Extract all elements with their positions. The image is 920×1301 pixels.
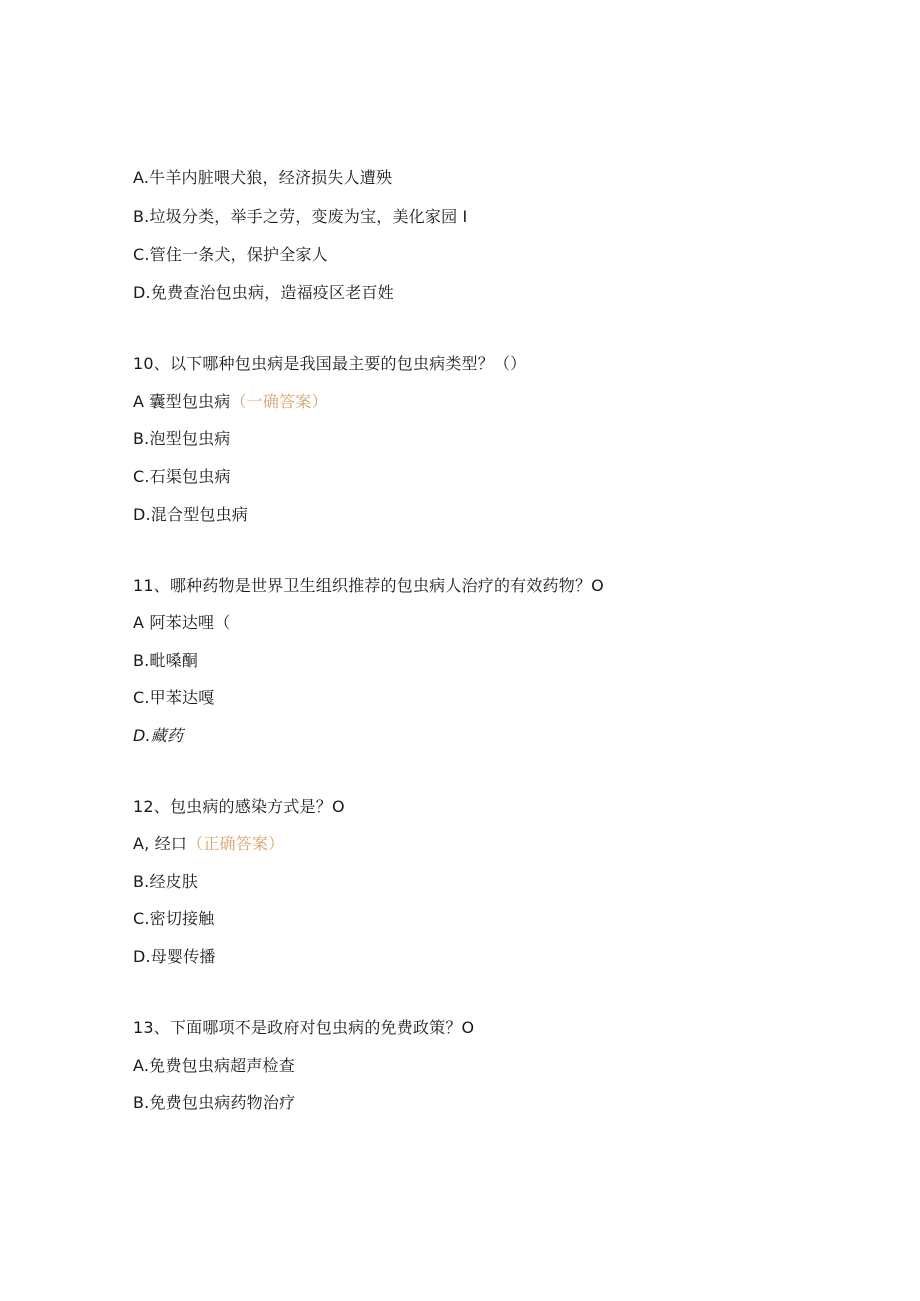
q10-option-c: C.石渠包虫病 xyxy=(133,467,231,486)
q12-option-a xyxy=(133,834,284,854)
q10-answer-marker: （一确答案） xyxy=(230,392,328,411)
q10-option-a-text: A 囊型包虫病 xyxy=(133,392,231,411)
q12-answer-marker: （正确答案） xyxy=(187,834,285,853)
q12-question: 12、包虫病的感染方式是？O xyxy=(133,797,345,816)
q10-option-b: B.泡型包虫病 xyxy=(133,429,231,448)
q12-option-d: D.母婴传播 xyxy=(133,947,216,966)
q11-option-b: B.毗嗓酮 xyxy=(133,651,199,670)
q11-option-a: A 阿苯达哩（ xyxy=(133,613,231,632)
q13-question: 13、下面哪项不是政府对包虫病的免费政策？O xyxy=(133,1018,475,1037)
q11-option-c: C.甲苯达嘎 xyxy=(133,688,215,707)
q13-option-a: A.免费包虫病超声检查 xyxy=(133,1056,295,1075)
q9-option-b: B.垃圾分类，举手之劳，变废为宝，美化家园 I xyxy=(133,207,468,226)
q13-option-b: B.免费包虫病药物治疗 xyxy=(133,1093,296,1112)
q12-option-b: B.经皮肤 xyxy=(133,872,199,891)
q12-option-c: C.密切接触 xyxy=(133,909,215,928)
q10-question: 10、以下哪种包虫病是我国最主要的包虫病类型？（） xyxy=(133,354,527,373)
q10-option-d: D.混合型包虫病 xyxy=(133,505,249,524)
q11-option-d: D.藏药 xyxy=(133,726,184,745)
q12-option-a-text: A, 经口 xyxy=(133,834,188,853)
q9-option-a: A.牛羊内脏喂犬狼，经济损失人遭殃 xyxy=(133,168,393,187)
q10-option-a xyxy=(133,392,328,412)
q9-option-d: D.免费查治包虫病，造福疫区老百姓 xyxy=(133,283,394,302)
q11-question: 11、哪种药物是世界卫生组织推荐的包虫病人治疗的有效药物？O xyxy=(133,576,604,595)
q9-option-c: C.管住一条犬，保护全家人 xyxy=(133,245,328,264)
